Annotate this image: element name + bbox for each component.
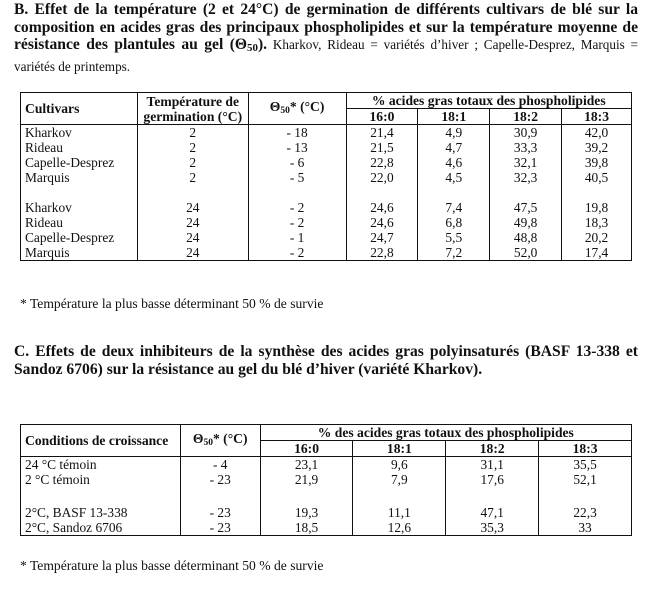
header-acids: % des acides gras totaux des phospholipides — [260, 425, 631, 441]
table-spacer-row — [21, 185, 632, 200]
header-germination-temp: Température de germination (°C) — [137, 93, 248, 125]
section-b-title-end: ). — [257, 36, 268, 54]
table-row: 2°C, BASF 13-338 - 23 19,3 11,1 47,1 22,3 — [21, 505, 632, 520]
section-c-footnote: * Température la plus basse déterminant 50 % de survie — [20, 558, 324, 573]
table-row: Marquis 24 - 2 22,8 7,2 52,0 17,4 — [21, 245, 632, 261]
header-acid-18-3: 18:3 — [562, 109, 632, 125]
table-row: 2 °C témoin - 23 21,9 7,9 17,6 52,1 — [21, 472, 632, 487]
header-acid-18-1: 18:1 — [353, 441, 446, 457]
section-b-title-sub: 50 — [247, 42, 258, 55]
header-theta50: $\Theta_{50}*$ (°C) — [248, 93, 346, 125]
header-theta50: $\Theta_{50}*$ (°C) — [180, 425, 260, 457]
section-b-heading — [14, 1, 638, 75]
table-row: Capelle-Desprez 24 - 1 24,7 5,5 48,8 20,2 — [21, 230, 632, 245]
header-acids: % acides gras totaux des phospholipides — [346, 93, 632, 109]
header-acid-18-3: 18:3 — [539, 441, 632, 457]
table-row: 2°C, Sandoz 6706 - 23 18,5 12,6 35,3 33 — [21, 520, 632, 536]
table-row: Marquis 2 - 5 22,0 4,5 32,3 40,5 — [21, 170, 632, 185]
section-b-footnote: * Température la plus basse déterminant 50 % de survie — [20, 296, 324, 311]
table-row: Capelle-Desprez 2 - 6 22,8 4,6 32,1 39,8 — [21, 155, 632, 170]
section-c-heading — [14, 343, 638, 378]
table-row: Rideau 2 - 13 21,5 4,7 33,3 39,2 — [21, 140, 632, 155]
header-acid-18-1: 18:1 — [418, 109, 490, 125]
header-cultivars: Cultivars — [21, 93, 138, 125]
table-spacer-row — [21, 487, 632, 505]
header-acid-16-0: 16:0 — [260, 441, 353, 457]
table-row: Kharkov 24 - 2 24,6 7,4 47,5 19,8 — [21, 200, 632, 215]
section-b-title — [14, 1, 638, 75]
table-c — [20, 424, 632, 536]
header-acid-16-0: 16:0 — [346, 109, 418, 125]
header-acid-18-2: 18:2 — [490, 109, 562, 125]
table-b — [20, 92, 632, 261]
header-conditions: Conditions de croissance — [21, 425, 181, 457]
table-row: 24 °C témoin - 4 23,1 9,6 31,1 35,5 — [21, 457, 632, 473]
table-row: Rideau 24 - 2 24,6 6,8 49,8 18,3 — [21, 215, 632, 230]
section-b-title-bold: B. Effet de la température (2 et 24°C) de germination de différents cultivars de blé sur la composition en acides gras des principaux phospholipides et sur la température moyenne de résistance des plantules au gel (Θ — [14, 1, 638, 54]
section-b-title-normal: Kharkov, Rideau = variétés d’hiver ; Capelle-Desprez, Marquis = variétés de printemps. — [14, 37, 638, 74]
table-row: Kharkov 2 - 18 21,4 4,9 30,9 42,0 — [21, 125, 632, 141]
section-c-title: C. Effets de deux inhibiteurs de la synthèse des acides gras polyinsaturés (BASF 13-338 et Sandoz 6706) sur la résistance au gel du blé d’hiver (variété Kharkov). — [14, 343, 638, 378]
header-acid-18-2: 18:2 — [446, 441, 539, 457]
